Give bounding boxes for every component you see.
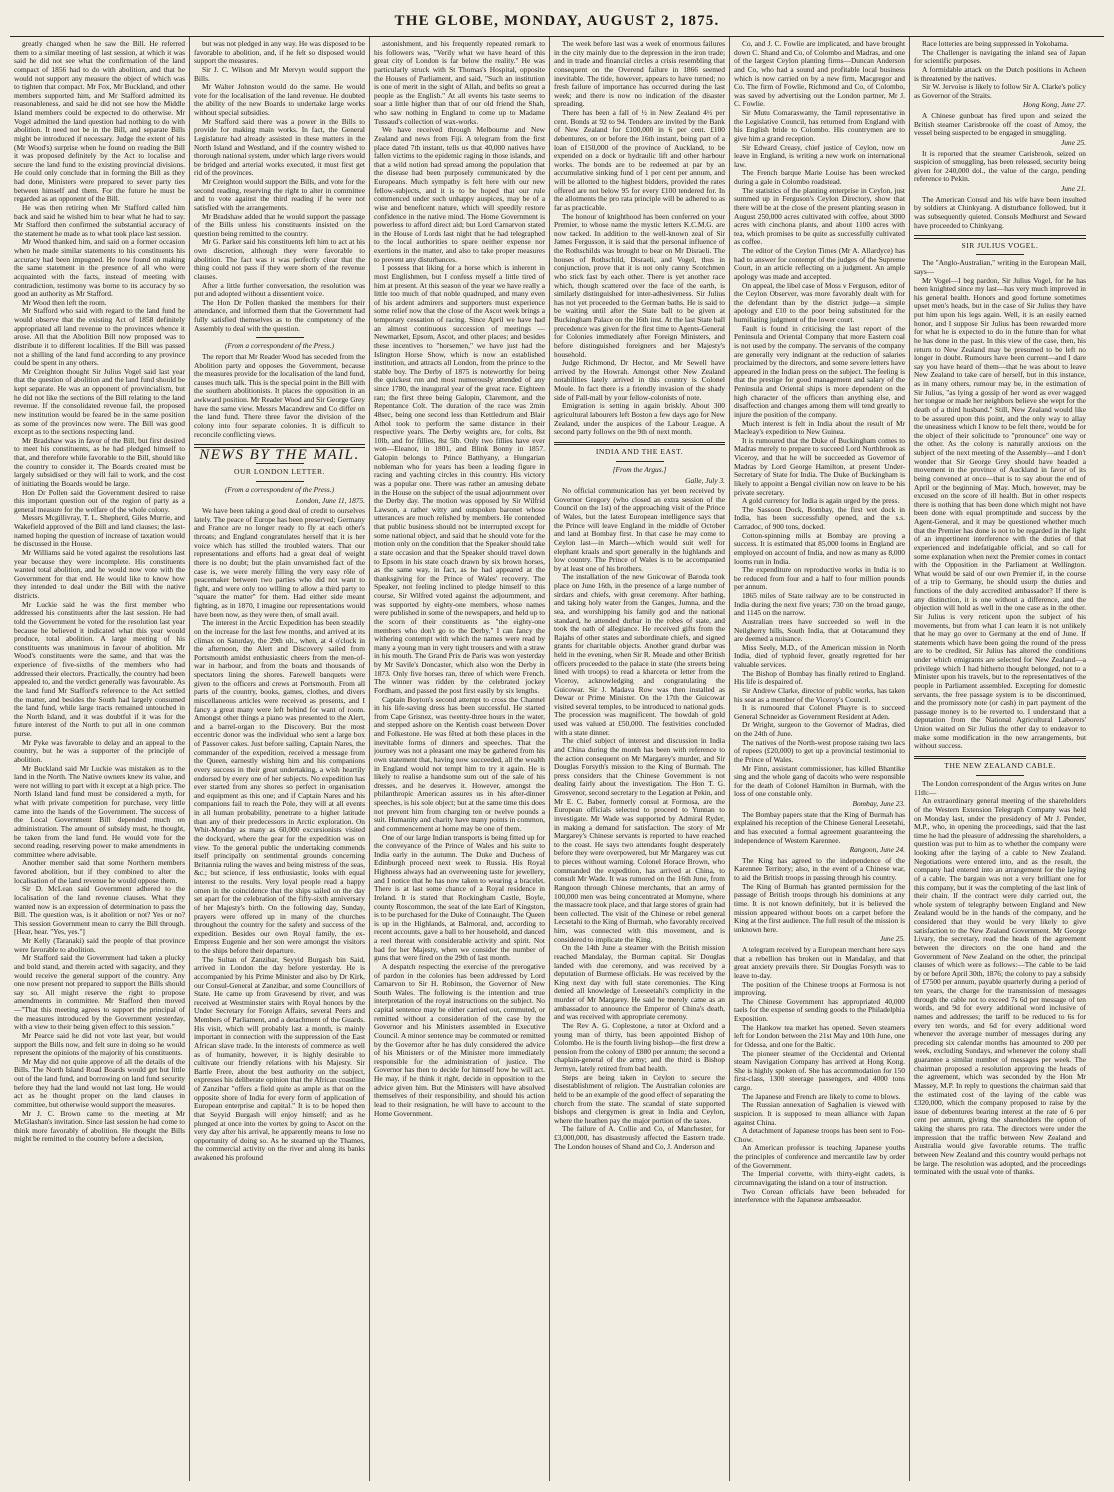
- paragraph: Fault is found in criticising the last report of the Peninsula and Oriental Company that more Eastern coal is not used by the company. The servants of the company are generally very indignant at the reduction of salaries proclaimed by the directors, and some severe letters have appeared in the Indian press on the subject. The feeling is that the prestige for good management and salary of the Peninsula and Oriental ships is more dependent on the high character of the officers than anything else, and disaffection and changes among them will tend greatly to injure the position of the company.: [734, 323, 905, 419]
- paragraph: Race lotteries are being suppressed in Yokohama.: [922, 39, 1069, 48]
- article-heading: OUR LONDON LETTER.: [233, 467, 326, 477]
- paragraph: Sir Mutu Comaraswamy, the Tamil representative in the Legislative Council, has returned from England with his English bride to Colombo. His countrymen are to give him a grand reception.: [734, 108, 905, 143]
- paragraph: The French barque Marie Louise has been wrecked during a gale in Colombo roadstead.: [734, 168, 905, 186]
- paragraph: The King has agreed to the independence of the Karennee Territory; also, in the event of a Chinese war, to aid the British troops in passing through his country.: [734, 855, 905, 882]
- paragraph: Hon Dr Pollen said the Government desired to raise this important question out of the region of party as a general measure for the welfare of the whole colony.: [14, 487, 185, 514]
- dateline: Galle, July 3.: [685, 475, 725, 485]
- byline: (From a correspondent of the Press.): [224, 341, 335, 351]
- paragraph: Emigration is setting in again briskly. About 300 agricultural labourers left Boston a few days ago for New Zealand, under the auspices of the Labour League. A second party follows on the 9th of next month.: [554, 401, 725, 437]
- paragraph: Mr May did not quite approve of all the details of the Bills. The North Island Road Boards would get but little out of the land fund, and borrowing on land fund security before they had the land would not last long. He would act as he thought proper on the land clauses in committee, but otherwise would support the measures.: [14, 1056, 185, 1109]
- short-divider: [616, 461, 664, 462]
- dateline: Rangoon, June 24.: [849, 845, 905, 855]
- paragraph: Australian trees have succeeded so well in the Neilgherry hills, South India, that at Ootacamund they are deemed a nuisance.: [734, 616, 905, 644]
- paragraph: The Russian annexation of Saghalien is viewed with suspicion. It is supposed to mean alliance with Japan against China.: [734, 1100, 905, 1127]
- paragraph: No official communication has yet been received by Governor Gregory (who closed an extra session of the Council on the 1st) of the approaching visit of the Prince of Wales, but the latest European intelligence says that the Prince will leave England in the middle of October and land at Bombay first. In that case he may come to Ceylon last—in March—which would suit well for elephant kraals and sport generally in the highlands and low country. The Prince of Wales is to be accompanied by at least one of his brothers.: [554, 486, 725, 573]
- paragraph: The statistics of the planting enterprise in Ceylon, just summed up in Ferguson's Ceylon Directory, show that there will be at the close of the present planting season in August 250,000 acres cultivated with coffee, about 3000 acres with cinchona plants, and about 1100 acres with tea, which promises to be quite as successfully cultivated as coffee.: [734, 185, 905, 247]
- paragraph: Mr Pearce said he did not vote last year, but would support the Bills now, and felt sure in doing so he would represent the opinions of the majority of his constituents.: [14, 1030, 185, 1058]
- paragraph: Cotton-spinning mills at Bombay are proving a success. It is estimated that 85,000 looms in England are employed on account of India, and now as many as 8,000 looms run in India.: [734, 530, 905, 566]
- paragraph: The pioneer steamer of the Occidental and Oriental steam Navigation Company has arrived at Hong Kong. She is highly spoken of. She has accommodation for 150 first-class, 1300 steerage passengers, and 4000 tons cargo.: [734, 1048, 905, 1092]
- paragraph: Mr Creighton would support the Bills, and vote for the second reading, reserving the right to alter in committee and to vote against the third reading if he were not satisfied with the arrangements.: [194, 177, 365, 212]
- paragraph: Miss Seely, M.D., of the American mission in North India, died of typhoid fever, greatly regretted for her valuable services.: [734, 642, 905, 669]
- short-divider: [976, 254, 1024, 255]
- paragraph: The expenditure on reproductive works in India is to be reduced from four and a half to four million pounds per annum.: [734, 565, 905, 592]
- paragraph: Steps are being taken in Ceylon to secure the disestablishment of religion. The Australian colonies are held to be an example of the good effect of separating the church from the state. The scandal of state supported bishops and clergymen is great in India and Ceylon, where the heathen pay the major portion of the taxes.: [554, 1072, 725, 1125]
- paragraph: Sir Andrew Clarke, director of public works, has taken his seat as a member of the Viceroy's Council.: [734, 685, 905, 704]
- paragraph: We have received through Melbourne and New Zealand and news from Fiji. A telegram from the first place dated 7th instant, tells us that 40,000 natives have fallen victims to the epidemic raging in those islands, and that a wild notion had spread among the population that the disease had been purposely communicated by the Europeans. Much sympathy is felt here with our new fellow-subjects, and it is to be hoped that our rule commenced under such unhappy auspices, may be of a wise and beneficent nature, which will speedily restore confidence in the native mind. The Home Government is powerless to afford direct aid; but Lord Carnarvon stated in the House of Lords last night that he had telegraphed to the local authorities to spare neither expense nor exertions in the matter, and also to take proper measures to prevent any disturbances.: [374, 125, 545, 264]
- column-2: [190, 37, 370, 1481]
- dateline: London, June 11, 1875.: [295, 495, 365, 505]
- paragraph: The Rev A. G. Coplestone, a tutor at Oxford and a young man of thirty, has been appointed Bishop of Colombo. He is the fourth living bishop—the first drew a pension from the colony of £880 per annum; the second a chaplain-general of the army; and the third is Bishop Jermyn, lately retired from bad health.: [554, 1020, 725, 1073]
- column-6: [910, 37, 1090, 1481]
- dateline: Bombay, June 23.: [852, 799, 905, 808]
- paragraph: On appeal, the libel case of Moss v Ferguson, editor of the Ceylon Observer, was more favorably dealt with for the defendant than by the district judge—a simple apology and £10 to the poor being substituted for the humiliating judgment of the lower court.: [734, 280, 905, 324]
- paragraph: Sir J. C. Wilson and Mr Mervyn would support the Bills.: [194, 64, 365, 83]
- short-divider: [256, 337, 304, 338]
- paragraph: Mr Stafford said the Government had taken a plucky and bold stand, and therein acted with sagacity, and they would receive the general support of the country. Any one now present not prepared to support the Bills should say so. All might reserve the right to propose amendments in committee. Mr Stafford then moved—"That this meeting agrees to support the principal of the measures introduced by the Government yesterday, with a view to their being given effect to this session.": [14, 953, 185, 1032]
- paragraph: greatly changed when he saw the Bill. He referred them to a similar meeting of last session, at which it was said he did not see what the confirmation of the land compact of 1856 had to do with abolition, and that he would not support any measure the object of which was to tighten that compact. Mr Fox, Mr Buckland, and other members supported him, and Mr Stafford admitted its reasonableness, and said he did not see how the Middle Island members could be expected to do otherwise. Mr Vogel admitted the land question had nothing to do with abolition. It need not be in the Bill, and separate Bills might be introduced if necessary. Judge the extent of his (Mr Wood's) surprise when he found on reading the Bill it was proposed definitely by the Act to localise and secure the land fund to the existing provincial divisions. He could only conclude that in forming the Bill as they had done, Ministers were prepared to sever party ties between himself and them. For the future he must be regarded as an opponent of the Bill.: [14, 39, 185, 204]
- paragraph: Mr Luckie said he was the first member who addressed his constituents after the last session. He had told the Government he voted for the resolution last year because he believed it indicated what this year would produce, total abolition. A large meeting of his constituents was unanimous in favour of abolition. Mr Wood's constituents were the same, and that was the experience of five-sixths of the members who had addressed their electors. Practically, the country had been appealed to, and the verdict generally was favourable. As the land fund Mr Stafford's reference to the Act settled the matter, and besides the South had largely consumed the land fund, while large tracts remained untouched in the North Island, and it was doubtful if it was for the future interest of the North to put all in one common purse.: [14, 599, 185, 738]
- paragraph: Mr G. Parker said his constituents left him to act at his own discretion, although they were favorable to abolition. The fact was it was perfectly clear that the thing could not pass if they were shorn of the revenue clauses.: [194, 237, 365, 281]
- dateline: June 25.: [1060, 137, 1086, 147]
- column-1: [10, 37, 190, 1481]
- paragraph: Messrs Mcgillivray, T. L. Shepherd, Giles Murrie, and Wakefield approved of the Bill and land clauses; the last-named hoping the question of increase of taxation would be discussed in the House.: [14, 513, 185, 549]
- paragraph: Mr Stafford said there was a power in the Bills to provide for making main works. In fact, the General Legislature had already assisted in these matters in the North Island and Westland, and if the country wished to thorough national system, under which large rivers would be bridged and arterial works executed, it must first get rid of the provinces.: [194, 116, 365, 178]
- paragraph: Much interest is felt in India about the result of Mr Macleay's expedition to New Guinea.: [734, 418, 905, 437]
- paragraph: The Bishop of Bombay has finally retired to England. His life is despaired of.: [734, 668, 905, 687]
- paragraph: 1865 miles of State railway are to be constructed in India during the next five years; 730 on the broad gauge, and 1145 on the narrow.: [734, 591, 905, 618]
- paragraph: There has been a fall of ½ in New Zealand 4½ per cent. Bonds at 92 to 94. Tenders are invited by the Bank of New Zealand for £100,000 in 6 per cent. £100 debentures, on or before the 16th instant, being part of a loan of £150,000 of the province of Auckland, to be expended on a dock or hydraulic lift and other harbour works. The bonds are to be redeemed at par by an accumulative sinking fund of 1 per cent per annum, and will be allotted to the highest bidders, provided the rates offered are not below 95 for every £100 tendered for. In the allotments the pro rata principle will be adhered to as far as practicable.: [554, 108, 725, 212]
- paragraph: Mr Bradshaw was in favor of the Bill, but first desired to meet his constituents, as he had pledged himself to that, and therefore while favorable to the Bill, should like the country to consider it. The Boards created must be largely subsidised or they will fail to work, and the cost of initiating the Boards would be large.: [14, 435, 185, 488]
- short-divider: [976, 775, 1024, 776]
- section-divider: [554, 442, 725, 446]
- paragraph: The London correspondent of the Argus writes on June 11th:—: [914, 779, 1086, 797]
- paragraph: astonishment, and his frequently repeated remark to his followers was, "Verily what we have heard of this great city of London is far below the reality." He was particularly struck with St Thomas's Hospital, opposite the Houses of Parliament, and said, "Such an institution is one of merit in the sight of Allah, and befits so great a people as the English." At all events his taste seems to soar a little higher than that of our old friend the Shah, who saw nothing in England to come up to Madame Tussaud's collection of wax-works.: [374, 39, 545, 126]
- paragraph: It is rumoured that Colonel Phayre is to succeed General Schneider as Government Resident at Aden.: [734, 703, 905, 721]
- paragraph: Sir W. Jervoise is likely to follow Sir A. Clarke's policy as Governor of the Straits.: [914, 82, 1086, 100]
- paragraph: The Challenger is navigating the inland sea of Japan for scientific purposes.: [914, 47, 1086, 66]
- paragraph: Mr Pyke was favorable to delay and an appeal to the country, but he was a supporter of the principle of abolition.: [14, 737, 185, 764]
- section-divider: [914, 756, 1086, 760]
- paragraph: Mr Wood then left the room.: [22, 297, 107, 307]
- paragraph: On the 14th June a steamer with the British mission reached Mandalay, the Burman capital. Sir Douglas landed with due ceremony, and was received by a deputation of Burmese officials. He was received by the King next day with full state ceremonies. The King denied all knowledge of Leeseetahi's complicity in the murder of Mr Margarey. He said he merely came as an ambassador to announce the Emperor of China's death, and was received with appropriate ceremony.: [554, 943, 725, 1022]
- dateline: Hong Kong, June 27.: [1022, 100, 1086, 110]
- paragraph: Two Corean officials have been beheaded for interference with the Japanese ambassador.: [734, 1186, 905, 1205]
- article-heading: THE NEW ZEALAND CABLE.: [944, 761, 1056, 771]
- paragraph: A despatch respecting the exercise of the prerogative of pardon in the colonies has been addressed by Lord Carnarvon to Sir H. Robinson, the Governor of New South Wales. The following is the intention and true interpretation of the royal instructions on the subject. No capital sentence may be either carried out, commuted, or remitted without a consideration of the case by the Governor and his Ministers assembled in Executive Council. A minor sentence may be commuted or remitted by the Governor after he has duly considered the advice of his Ministers or of the Minister more immediately responsible for the administration of justice. The Governor has then to decide for himself how he will act. He may, if he think it right, decide in opposition to the advice given him. But the Ministers will have absolved themselves of their responsibility, and should his action lead to their resignation, he will have to account to the Home Government.: [374, 961, 545, 1118]
- paragraph: The Japanese and French are likely to come to blows.: [742, 1091, 901, 1101]
- paragraph: I possess that liking for a horse which is inherent in most Englishmen, but I confess myself a little tired of him at present. At this season of the year we have really a little too much of that noble quadruped, and many even of his ardent admirers and supporters must experience some relief now that the close of the Ascot week brings a temporary cessation of racing. Since April we have had an almost continuous succession of meetings — Newmarket, Epsom, Ascot, and other places; and besides these incentives to "horsemen," we have just had the Islington Horse Show, which is now an established institution, and attracts all London, from the prince to the stable boy. The Derby of 1875 is noteworthy for being the quickest run and most numerously attended of any since 1780, the inaugural year of the great race. Eighteen ran; the first three being Galopin, Claremont, and the Repentance Colt. The duration of the race was 2min 48sec, being one second less than Kettledrum and Blair Athol took to perform the same distance in their respective years. The Derby weights are, for colts, 8st 10lb, and for fillies, 8st 5lb. Only two fillies have ever won—Eleanor, in 1801, and Blink Bonny in 1857. Galopin belongs to Prince Batthyany, a Hungarian nobleman who for years has been a leading figure in racing and yachting circles in this country. His victory was a popular one. There was rather an amusing debate in the House on the subject of the usual adjournment over the Derby day. The motion was opposed by Sir Wilfrid Lawson, a rather witty and outspoken baronet whose utterances are much relished by members. He contended that public business should not be interrupted except for some national object, and said that he should vote for the motion only on the condition that the Speaker should take a state occasion and that the Speaker should travel down to Epsom in his state coach drawn by six brown horses, as the same way, in fact, as he had appeared at the thanksgiving for the Prince of Wales' recovery. The Speaker, not feeling inclined to pledge himself to this course, Sir Wilfred voted against the adjournment, and was supported by eighty-one members, whose names were published in some of the newspapers, and held up to the scorn of their constituents as "the eighty-one members who don't go to the Derby." I can fancy the withering contempt with which the names were read by many a young man in very tight trousers and with a straw in his mouth. The Grand Prix de Paris was won yesterday by Mr Savile's Doncaster, which also won the Derby in 1873. Only five horses ran, three of which were French. The winner was ridden by the celebrated jockey Fordham, and passed the post first easily by six lengths.: [374, 263, 545, 695]
- page-title: THE GLOBE, MONDAY, AUGUST 2, 1875.: [394, 12, 720, 29]
- short-divider: [256, 463, 304, 464]
- paragraph: A formidable attack on the Dutch positions in Acheen is threatened by the natives.: [914, 64, 1086, 83]
- paragraph: Mr Walter Johnston would do the same. He would vote for the localisation of the land revenue. He doubted the ability of the new Boards to undertake large works without special subsidies.: [194, 82, 365, 117]
- section-divider: [914, 235, 1086, 239]
- paragraph: The Imperial corvette, with thirty-eight cadets, is circumnavigating the island on a tour of instruction.: [734, 1169, 905, 1187]
- paragraph: Judge Richmond, Dr Hector, and Mr Sewell have arrived by the Howrah. Amongst other New Zealand notabilities lately arrived in this country is Colonel Moule. In fact there is a friendly invasion of the shady side of Pall-mall by your fellow-colonists of note.: [554, 358, 725, 402]
- paragraph: Co, and J. C. Fowlie are implicated, and have brought down C. Shand and Co, of Colombo and Madras, and one of the largest Ceylon planting firms—Duncan Anderson and Co, who had a sound and profitable local business which is now carried on by a new firm, Macgregor and Co. The firm of Fowlie, Richmond and Co, of Colombo, was saved by advertising out the London partner, Mr J. C. Fowlie.: [734, 39, 905, 109]
- paragraph: The chief subject of interest and discussion in India and China during the month has been with reference to the action consequent on Mr Margarey's murder, and Sir Douglas Forsyth's mission to the King of Burmah. The press considers that the Chinese Government is not dealing fairly about the investigation. The Hon T. G. Grosvenor, second secretary to the Legation at Pekin, and Mr E. C. Baber, formerly consul at Formosa, are the European officials selected to proceed to Yunnan to investigate. Mr Wade was supported by Admiral Ryder, in making a demand for satisfaction. The story of Mr Margarey's Chinese servants is reported to have reached to the coast. He says two attendants fought desperately before they were overpowered, but Mr Margarey was cut to pieces without warning. Colonel Horace Brown, who commanded the expedition, has arrived at China, to consult Mr Wade. It was rumored on the 16th June, from Rangoon through Chinese merchants, that an army of 100,000 men was being concentrated at Momyne, where the massacre took place, and that large stores of grain had been collected. The visit of the Chinese or rebel general Lecsetahi to the King of Burmah, who favorably received him, was connected with this movement, and is considered to implicate the King.: [554, 736, 725, 944]
- paragraph: The honour of knighthood has been conferred on your Premier, to whose name the mystic letters K.C.M.G. are now tacked. In addition to the well-known zeal of Sir James Fergusson, it is said that the personal influence of the Rothschilds was brought to bear on Mr Disraeli. The houses of Rothschild, Disraeli, and Vogel, thus in conjunction, prove that it is not only canny Scotchmen who stick fast by each other. There is yet another race which, though scattered over the face of the earth, is similarly distinguished for inter-adhesiveness. Sir Julius has not yet proceeded to the German baths. He is said to be waiting until after the State ball to be given at Buckingham Palace on the 16th inst. At the last State ball precedence was given for the first time to Agents-General for Colonies immediately after Foreign Ministers, and before distinguished foreigners and her Majesty's household.: [554, 211, 725, 359]
- section-heading: NEWS BY THE MAIL.: [199, 446, 360, 463]
- paragraph: The position of the Chinese troops at Formosa is not improving.: [734, 979, 905, 998]
- paragraph: The Chinese Government has appropriated 40,000 taels for the expense of sending goods to the Philadelphia Exposition.: [734, 996, 905, 1023]
- paragraph: We have been taking a good deal of credit to ourselves lately. The peace of Europe has been preserved; Germany and France are no longer ready to fly at each other's throats; and England congratulates herself that it is her voice which has stilled the troubled waters. That our representations and efforts had a great deal of weight there is no doubt; but the plain unvarnished fact of the case is, we were merely filling the very easy rôle of peacemaker between two parties who did not want to fight, and were only too willing to allow a third party to "square the matter" for them. Had either side meant fighting, as in 1870, I imagine our representations would have been now, as they were then, of small avail.: [194, 506, 365, 619]
- paragraph: Mr Vogel—I beg pardon, Sir Julius Vogel, for he has been knighted since my last—has very much improved in his general health. Honors and good fortune sometimes upset men's heads, but in the case of Sir Julius they have put him upon his legs again. Well, it is an easily earned honor, and I suppose Sir Julius has been rewarded more for what he is expected to do in the future than for what he has done in the past. In this view of the case, then, his return to New Zealand may be presumed to be left no longer in doubt. Rumours have been current—and I dare say you have heard of them—that he was about to leave New Zealand to take care of herself, but in this instance, as in many others, rumour may be, in the estimation of Sir Julius, "as lying a gossip of her word as ever wagged her tongue or made her neighbors believe she wept for the death of a third husband." Still, New Zealand would like to be assured upon this point, and the only way to allay the uneasiness which I know to be felt there, would be for the object of their solicitude to "pronounce" one way or the other. As the colony is naturally anxious on the subject of the next meeting of the Assembly—and I don't wonder that Sir George Grey should have headed a movement in the province of Auckland in favor of its being convened at once—that is to say about the end of April or the beginning of May. Much, however, may be excused on the score of ill health. But in other respects there is nothing that has been done which might not have been done with equal promptitude and success by the Agent-General, and it may be questioned whether much that the Premier has done is not to be regarded in the light of an impertinent interference with the duties of that experienced and indefatigable official, and so call for some explanation when next the Premier comes in contact with the Opposition in the Parliament at Wellington. What would be said of our own Premier if, in the course of a trip to Germany, he should usurp the duties and functions of the duly accredited ambassador? If there is any distinction, it is one without a difference, and the objection will hold as well in the one case as in the other. Sir Julius is very reticent upon the subject of his movements, but from what I can learn it is not unlikely that he may go over to Germany at the end of June. If statements which have been going the round of the press are to be credited, Sir Julius has altered the conditions under which emigrants are selected for New Zealand—a privilege which I had hitherto thought belonged, not to a Minister upon his travels, but to the representatives of the people in Parliament assembled. Excepting for domestic servants, the free passage system is to be discontinued, and the promissory note (or cash) in part payment of the passage money is to be reverted to. I understand that a deputation from the National Agricultural Laborers' Union waited on Sir Julius the other day to endeavor to make some modification in the new arrangements, but without success.: [914, 275, 1086, 751]
- article-heading: SIR JULIUS VOGEL.: [961, 240, 1039, 250]
- dateline: June 25.: [879, 934, 905, 944]
- paragraph: The Hon Dr Pollen thanked the members for their attendance, and informed them that the Government had fully satisfied themselves as to the competency of the Assembly to deal with the question.: [194, 297, 365, 333]
- paragraph: An extraordinary general meeting of the shareholders of the Western Extension Telegraph Company was held on Monday last, under the presidency of Mr J. Pender, M.P., who, in opening the proceedings, said that the last time he had the pleasure of addressing the shareholders, a question was put to him as to whether the company were looking after the laying of a cable to New Zealand. Negotiations were entered into, and as the result, the company had entered into an arrangement for the laying of a cable. The bargain was not a very brilliant one for this company, but it was the completing of the last link of their chain. If the contract were duly carried out, the whole system of telegraphy between England and New Zealand would be in the hands of the company, and he considered that they would be very likely to give satisfaction to the New Zealand Government. Mr George Livary, the secretary, read the heads of the agreement between the directors on the one hand and the Government of New Zealand on the other, the principal clauses of which were as follows:—The cable to be laid by or before April 30th, 1876; the colony to pay a subsidy of £7500 per annum, payable quarterly during a period of ten years, the charge for the transmission of messages through the cable not to exceed 7s 6d per message of ten words, and 9d for every additional word inclusive of names and addresses; the tariff to be reduced to 6s for every ten words, and 6d for every additional word whenever the average number of messages during any preceding six calendar months has amounted to 200 per week, excluding Sundays, and whenever the colony shall guarantee a similar number of messages per week. The chairman proposed a resolution approving the heads of the agreement, which was seconded by the Hon Mr Massey, M.P. In reply to questions the chairman said that the estimated cost of the laying of the cable was £320,000, which the company proposed to raise by the issue of debentures bearing interest at the rate of 6 per cent per annum, giving the shareholders the option of taking the shares pro rata. The directors were under the impression that the traffic between New Zealand and Australia would give favorable returns. The traffic between New Zealand and this country would perhaps not be large. The resolution was adopted, and the proceedings terminated with the usual vote of thanks.: [914, 796, 1086, 1177]
- paragraph: The King of Burmah has granted permission for the passage of British troops through his dominions at any time. It is not known definitely, but it is believed the mission appeared without boots on a carpet before the King at the first audience. The full result of the mission is unknown here.: [734, 881, 905, 934]
- paragraph: The interest in the Arctic Expedition has been steadily on the increase for the last few months, and arrived at its climax on Saturday, the 29th ult., when, at 4 o'clock in the afternoon, the Alert and Discovery sailed from Portsmouth amidst enthusiastic cheers from the men-of-war in harbour, and from the boats and thousands of spectators lining the shores. Farewell banquets were given to the officers and crews at Portsmouth. From all parts of the country, books, games, clothes, and divers miscellaneous articles were received as presents, and I fancy a great many were left behind for want of room. Amongst other things a piano was presented to the Alert, and a barrel-organ to the Discovery. But the most eccentric donor was the individual who sent a large box of Passover cakes. Just before sailing, Captain Nares, the commander of the expedition, received a message from the Queen, earnestly wishing him and his companions every success in their great undertaking, a wish heartily endorsed by every one of her subjects. No expedition has ever started from any shores so perfect in organisation and equipment as this one; and if Captain Nares and his companions fail to reach the Pole, they will at all events in all human probability, penetrate to a higher latitude than any of their predecessors in Arctic exploration. On Whit-Monday as many as 60,000 excursionists visited the dockyard, where the gear for the expedition was on view. To the general public the undertaking commends itself principally on sentimental grounds concerning Britannia ruling the waves and being mistress of the seas, &c.; but science, if less enthusiastic, looks with equal interest to the results. Very loyal people read a happy omen in the coincidence that the ships sailed on the day set apart for the celebration of the fifty-sixth anniversary of her Majesty's birth. On the following day, Sunday, prayers were offered up in many of the churches throughout the country for the safety and success of the expedition. Besides our own Royal family, the ex-Empress Eugenie and her son were amongst the visitors to the ships before their departure.: [194, 618, 365, 955]
- column-5: [730, 37, 910, 1481]
- paragraph: The installation of the new Guicowar of Baroda took place on June 16th, in the presence of a large number of sirdars and chiefs, with great ceremony. After bathing, and taking holy water from the Ganges, Jumna, and the sea, and worshipping his family god and the national standard, he attended durbar in the robes of state, and took the oath of allegiance. He received gifts from the Rajahs of other states and subordinate chiefs, and signed grants for charitable objects. Another grand durbar was held in the evening, when Sir R. Meade and other British officers proceeded to the palace in state (the streets being lined with troops) to read a kharceta or letter from the Viceroy, acknowledging and congratulating the Guicowar. Sir J. Madava Row was then installed as Dewar or Prime Minister. On the 17th the Guicowar visited several temples, to be introduced to national gods. The procession was magnificent. The howdah of gold used was valued at £50,000. The festivities concluded with a state dinner.: [554, 572, 725, 737]
- paragraph: The Sassoon Dock, Bombay, the first wet dock in India, has been successfully opened, and the s.s. Carradoc, of 900 tons, docked.: [734, 504, 905, 531]
- paragraph: Another member said that some Northern members favored abolition, but if they combined to alter the localisation of the land revenue he would oppose them.: [14, 858, 185, 885]
- paragraph: Mr Finn, assistant commissioner, has killed Bhantike sing and the whole gang of dacoits who were responsible for the death of Colonel Hamilton in Burmah, with the loss of one constable only.: [734, 763, 905, 799]
- paragraph: After a little further conversation, the resolution was put and adopted without a dissentient voice.: [194, 280, 365, 299]
- paragraph: An American professor is teaching Japanese youths the principles of conference and mercantile law by order of the Government.: [734, 1143, 905, 1170]
- paragraph: One of our large Indian transports is being fitted up for the conveyance of the Prince of Wales and his suite to India early in the autumn. The Duke and Duchess of Edinburgh proceed next week to Russia. His Royal Highness always had an overweening taste for jewellery, and I notice that he has now taken to wearing a bracelet. There is at last some chance of a Royal residence in Ireland. It is stated that Rockingham Castle, Boyle, county Roscommon, the seat of the late Earl of Kingston, is to be purchased for the Duke of Connaught. The Queen is up in the Highlands, at Balmoral, and, according to recent accounts, gave a ball to her household, and danced a reel thereat with considerable activity and spirit. Not bad for her Majesty, when we consider the number of guns that were fired on the 29th of last month.: [374, 832, 545, 963]
- paragraph: The natives of the North-west propose raising two lacs of rupees (£20,000) to get up a provincial testimonial to the Prince of Wales.: [734, 737, 905, 764]
- paragraph: Mr Williams said he voted against the resolutions last year because they were incomplete. His constituents wanted total abolition, and he would now vote with the Government for that end. He would like to know how they intended to deal under the Bill with the native districts.: [14, 547, 185, 600]
- short-divider: [256, 481, 304, 482]
- paragraph: A detachment of Japanese troops has been sent to Foo-Chow.: [734, 1126, 905, 1144]
- paragraph: Sir Edward Creasy, chief justice of Ceylon, now on leave in England, is writing a new work on international law.: [734, 142, 905, 169]
- byline: [From the Argus.]: [612, 464, 667, 474]
- dateline: June 21.: [1060, 184, 1086, 193]
- column-4: [550, 37, 730, 1481]
- paragraph: It is rumoured that the Duke of Buckingham comes to Madras merely to prepare to succeed Lord Northbrook as Viceroy, and that he will be succeeded as Governor of Madras by Lord George Hamilton, at present Under-Secretary of State for India. The Duke of Buckingham is likely to appoint a Bengal civilian now on leave to be his private secretary.: [734, 435, 905, 497]
- paragraph: Mr Creighton thought Sir Julius Vogel said last year that the question of abolition and the land fund should be kept separate. He was an opponent of provincialism, but he did not like the sections of the Bill relating to the land revenue. If the consolidated revenue fail, the proposed new institution would be feared be in the same position as some of the provinces now were. The Bill was good except as to the sections respecting land.: [14, 366, 185, 437]
- paragraph: The Hankow tea market has opened. Seven steamers left for London between the 21st May and 10th June, one for Odessa, and one for the Baltic.: [734, 1022, 905, 1049]
- paragraph: Mr Bradshaw added that he would support the passage of the Bills unless his constituents insisted on the question being remitted to the country.: [194, 211, 365, 238]
- paragraph: Mr Kelly (Taranaki) said the people of that province were favorable to abolition.: [14, 936, 185, 954]
- article-heading: INDIA AND THE EAST.: [595, 447, 684, 457]
- paragraph: A telegram received by a European merchant here says that a rebellion has broken out in Mandalay, and that great anxiety prevails there. Sir Douglas Forsyth was to leave to-day.: [734, 945, 905, 980]
- paragraph: Mr Buckland said Mr Luckie was mistaken as to the land in the North. The Native owners knew its value, and were not willing to part with it except at a high price. The North Island land fund must be considered a myth, for what with private competition for purchase, very little came into the hands of the Government. The success of the Local Government Bill depended much on administration. The amount of subsidy must, he thought, be taken from the land fund. He would vote for the second reading, reserving power to make amendments in committee where advisable.: [14, 763, 185, 859]
- masthead: [10, 6, 1104, 37]
- paragraph: The failure of A. Collie and Co, of Manchester, for £3,000,000, has disastrously affected the Eastern trade. The London houses of Shand and Co, J. Anderson and: [554, 1124, 725, 1151]
- paragraph: Mr Stafford who said with regard to the land fund he would observe that the existing Act of 1858 definitely appropriated all land revenue to the provinces whence it arose. All that the Abolition Bill now proposed was to distribute it to different localities. If the Bill was passed not a shilling of the land fund according to any province could be spent in any others.: [14, 306, 185, 368]
- paragraph: Captain Boyton's second attempt to cross the Channel in his life-saving dress has been successful. He started from Cape Grisnez, was twenty-three hours in the water, and stepped ashore on the Kentish coast between Dover and Folkestone. He was fêted at both these places in the inevitable forms of dinners and speeches. That the journey was not a pleasant one may be gathered from his own statement that, having now succeeded, all the wealth in England would not tempt him to try it again. He is likely to realise a handsome sum out of the sale of his dresses, and he deserves it. However, amongst the philanthropic American assures us in his after-dinner speeches, is his sole object; but at the same time this does not prevent him from charging ten or twelve pounds a suit. Humanity and charity have many points in common, and commencement at home may be one of them.: [374, 694, 545, 833]
- paragraph: Mr J. C. Brown came to the meeting at Mr McGlashan's invitation. Since last session he had come to think more favorably of abolition. He thought the Bills might be remitted to the country before a decision,: [14, 1108, 185, 1144]
- paragraph: The week before last was a week of enormous failures in the city mainly due to the depression in the iron trade; and in trade and financial circles a crisis resembling that consequent on the Overend failure in 1866 seemed inevitable. The tide, however, appears to have turned; no fresh failure of importance has occurred during the last week; and there is now no indication of the disaster spreading.: [554, 39, 725, 109]
- paragraph: It is reported that the steamer Carisbrook, seized on suspicion of smuggling, has been released, security being given for 240,000 dol., the value of the cargo, pending reference to Pekin.: [914, 148, 1086, 184]
- paragraph: The editor of the Ceylon Times (Mr A. Allardyce) has had to answer for contempt of the judges of the Supreme Court, in an article reflecting on a judgment. An ample apology was made and accepted.: [734, 246, 905, 281]
- paragraph: He was then retiring when Mr Stafford called him back and said he wished him to hear what he had to say. Mr Stafford then confirmed the substantial accuracy of the statement he made as to what took place last session.: [14, 202, 185, 238]
- paragraph: The "Anglo-Australian," writing in the European Mail, says—: [914, 258, 1086, 276]
- paragraph: A Chinese gunboat has fired upon and seized the British steamer Carisbrooke off the coast of Amoy, the vessel being suspected to be engaged in smuggling.: [914, 111, 1086, 138]
- paragraph: Dr Wright, surgeon to the Governor of Madras, died on the 24th of June.: [734, 720, 905, 738]
- paragraph: Mr Wood thanked him, and said on a former occasion when he made similar statements to his constituents his accuracy had been impugned. He now found on making the same statement in the presence of all who were acquainted with the facts, instead of meeting with contradiction, testimony was borne to its accuracy by so good an authority as Mr Stafford.: [14, 237, 185, 299]
- paragraph: A gold currency for India is again urged by the press.: [742, 496, 900, 506]
- paragraph: The Sultan of Zanzibar, Seyyid Burgash bin Said, arrived in London the day before yesterday. He is accompanied by his Prime Minister and also by Dr Kirk, our Consul-General at Zanzibar, and some Councillors of State. He came up from Gravesend by river, and was received at Westminster stairs with Royal honors by the Under Secretary for Foreign Affairs, several Peers and Members of Parliament, and a detachment of the Guards. His visit, which will probably last a month, is mainly important in connection with the suppression of the East African slave trade. In the interests of commerce as well as of humanity, however, it is highly desirable to cultivate our friendly relations with his Majesty. Sir Bartle Frere, about the best authority on the subject, expresses his deliberate opinion that the African coastline of Zanzibar "offers a field quite as ample as that on the opposite shore of India for every form of application of European enterprise and capital." It is to be hoped then that Seyyid Burgash will enjoy himself; and as he plunged at once into the vortex by going to Ascot on the very day after his arrival, he apparently means to lose no opportunity of doing so. As he steamed up the Thames, the commercial activity on the river and along its banks awakened his profound: [194, 954, 365, 1162]
- paragraph: The report that Mr Reader Wood has seceded from the Abolition party and opposes the Government, because the measures provide for the localisation of the land fund, causes much talk. This is the special point in the Bill with the southern abolitionists. It places the opposition in an awkward position. Mr Reader Wood and Sir George Grey have the same view. Messrs Macandrew and Co differ on the land fund. There three favor the division of the colony into four separate colonies. It is difficult to reconcile conflicting views.: [194, 351, 365, 439]
- column-3: [370, 37, 550, 1481]
- paragraph: but was not pledged in any way. He was disposed to be favorable to abolition, and, if he felt so disposed would support the measures.: [194, 39, 365, 66]
- byline: (From a correspondent of the Press.): [224, 484, 335, 494]
- paragraph: The American Consul and his wife have been insulted by soldiers at Chinkyang. A disturbance followed, but it was subsequently quieted. Consuls Medhurst and Seward have proceeded to Chinkyang.: [914, 194, 1086, 230]
- article-columns: [10, 37, 1104, 1481]
- paragraph: The Bombay papers state that the King of Burmah has explained his reception of the Chinese General Leesetahi, and has executed a formal agreement guaranteeing the independence of Western Karennee.: [734, 809, 905, 845]
- paragraph: Sir D. McLean said Government adhered to the localisation of the land revenue clauses. What they wanted now is an expression of determination to pass the Bill. The question was, is it abolition or not? Yes or no? This session Government mean to carry the Bill through. [Hear, hear. "Yes, yes."]: [14, 884, 185, 937]
